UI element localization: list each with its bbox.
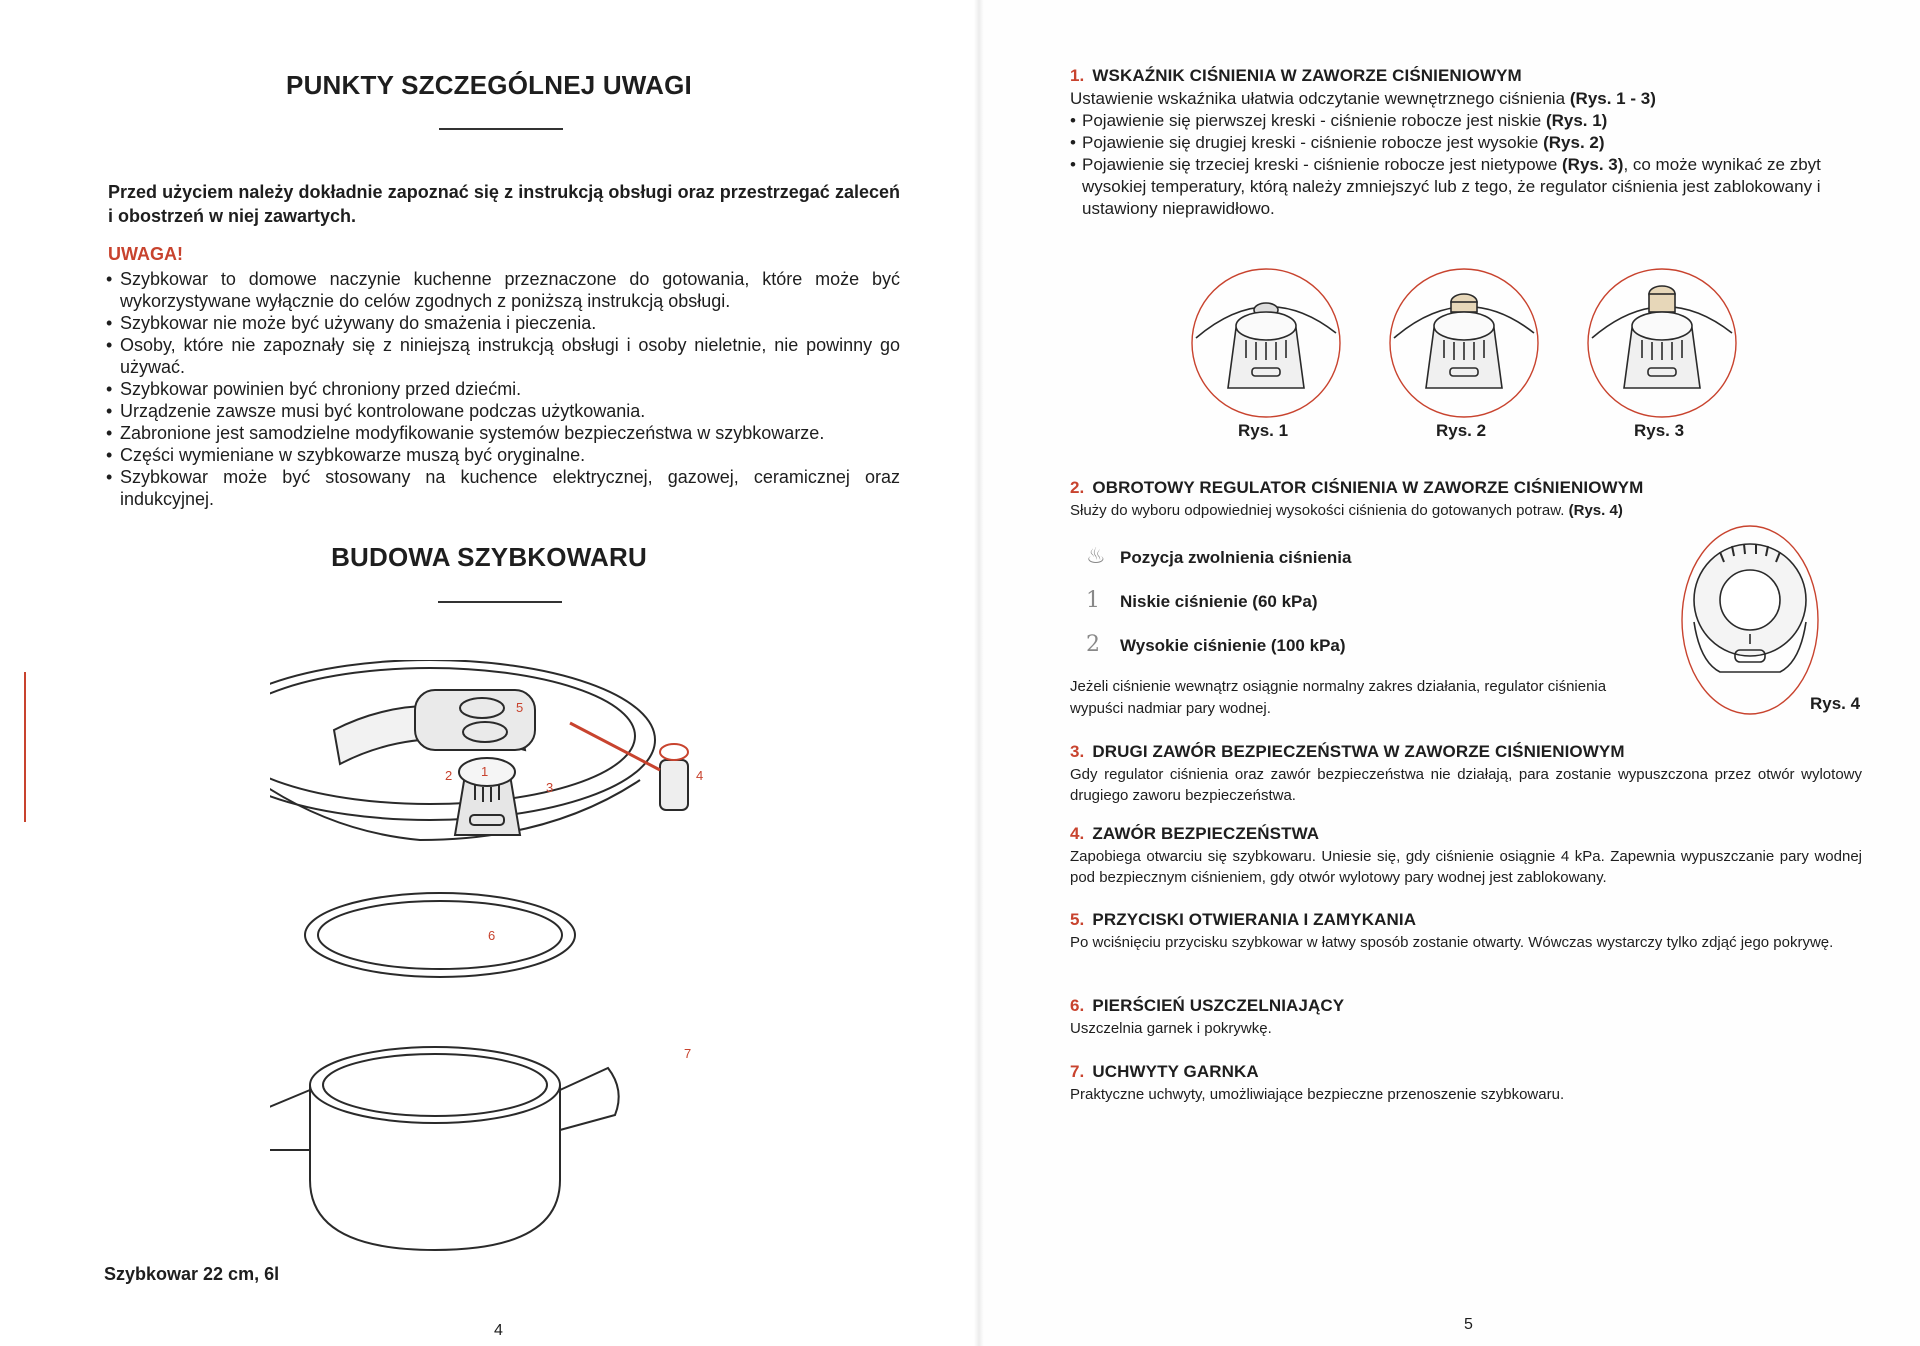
section-text: Po wciśnięciu przycisku szybkowar w łatwy sposób zostanie otwarty. Wówczas wystarczy tylko zdjąć jego pokrywę. <box>1070 934 1834 951</box>
list-item: • Osoby, które nie zapoznały się z niniejszą instrukcją obsługi i osoby nieletnie, nie powinny go używać. <box>106 334 900 378</box>
section-number: 4. <box>1070 824 1085 843</box>
page-number: 5 <box>1464 1316 1473 1333</box>
cooker-diagram <box>270 660 730 1260</box>
section-title: BUDOWA SZYBKOWARU <box>331 542 647 572</box>
indicator-figures <box>1186 268 1746 418</box>
figure-3-drawing <box>1588 269 1736 417</box>
section-heading: OBROTOWY REGULATOR CIŚNIENIA W ZAWORZE CIŚNIENIOWYM <box>1092 478 1644 497</box>
two-icon: 2 <box>1086 632 1100 657</box>
section-pressure-regulator <box>1070 478 1690 521</box>
pot-rim <box>310 1047 560 1123</box>
figure-label: Rys. 2 <box>1436 421 1487 440</box>
regulator-note: Jeżeli ciśnienie wewnątrz osiągnie normalny zakres działania, regulator ciśnienia wypuści nadmiar pary wodnej. <box>1070 678 1607 717</box>
section-text: Ustawienie wskaźnika ułatwia odczytanie wewnętrznego ciśnienia <box>1070 89 1566 108</box>
section-heading: DRUGI ZAWÓR BEZPIECZEŃSTWA W ZAWORZE CIŚNIENIOWYM <box>1092 742 1625 761</box>
position-release: ♨ Pozycja zwolnienia ciśnienia <box>1086 544 1352 569</box>
margin-mark <box>24 672 26 822</box>
part-label: 1 <box>481 764 489 779</box>
page-number: 4 <box>494 1322 503 1339</box>
figure-1-drawing <box>1192 269 1340 417</box>
section-text: Uszczelnia garnek i pokrywkę. <box>1070 1020 1272 1037</box>
section-number: 3. <box>1070 742 1085 761</box>
one-icon: 1 <box>1086 588 1100 613</box>
list-item: • Szybkowar nie może być używany do smażenia i pieczenia. <box>106 312 900 334</box>
list-item: • Urządzenie zawsze musi być kontrolowane podczas użytkowania. <box>106 400 900 422</box>
figure-caption: Szybkowar 22 cm, 6l <box>104 1264 280 1284</box>
part-label: 3 <box>546 780 554 795</box>
section-heading: PRZYCISKI OTWIERANIA I ZAMYKANIA <box>1092 910 1417 929</box>
warning-list <box>106 268 900 510</box>
intro-text: Przed użyciem należy dokładnie zapoznać się z instrukcją obsługi oraz przestrzegać zaleceń i obostrzeń w niej zawartych. <box>108 182 900 226</box>
list-item: • Szybkowar to domowe naczynie kuchenne przeznaczone do gotowania, które może być wykorzystywane wyłącznie do celów zgodnych z poniższą instrukcją obsługi. <box>106 268 900 312</box>
figure-label: Rys. 1 <box>1238 421 1289 440</box>
section-text: Praktyczne uchwyty, umożliwiające bezpieczne przenoszenie szybkowaru. <box>1070 1086 1565 1103</box>
section-safety-valve <box>1070 824 1862 888</box>
page-fold <box>974 0 984 1346</box>
section-second-valve <box>1070 742 1862 806</box>
position-low: 1 Niskie ciśnienie (60 kPa) <box>1086 588 1318 613</box>
section-buttons <box>1070 910 1862 953</box>
figure-label: Rys. 3 <box>1634 421 1685 440</box>
part-label: 5 <box>516 700 524 715</box>
list-item: • Części wymieniane w szybkowarze muszą być oryginalne. <box>106 444 900 466</box>
section-number: 7. <box>1070 1062 1085 1081</box>
pot-handle-left <box>270 1090 310 1150</box>
sealing-ring <box>305 893 575 977</box>
pot-body <box>310 1085 560 1250</box>
warning-label: UWAGA! <box>108 244 183 264</box>
section-heading: PIERŚCIEŃ USZCZELNIAJĄCY <box>1092 996 1345 1015</box>
section-number: 5. <box>1070 910 1085 929</box>
part-label: 6 <box>488 928 496 943</box>
list-item: • Zabronione jest samodzielne modyfikowanie systemów bezpieczeństwa w szybkowarze. <box>106 422 900 444</box>
title-rule <box>439 128 563 130</box>
section-text: Służy do wyboru odpowiedniej wysokości ciśnienia do gotowanych potraw. <box>1070 502 1565 519</box>
figure-label: Rys. 4 <box>1810 694 1861 713</box>
section-heading: ZAWÓR BEZPIECZEŃSTWA <box>1092 824 1320 843</box>
safety-valve <box>660 760 688 810</box>
list-item: • Pojawienie się drugiej kreski - ciśnienie robocze jest wysokie (Rys. 2) <box>1070 132 1862 154</box>
section-text: Gdy regulator ciśnienia oraz zawór bezpieczeństwa nie działają, para zostanie wypuszczona przez otwór wylotowy drugiego zaworu bezpieczeństwa. <box>1070 766 1862 804</box>
figure-ref: (Rys. 1 - 3) <box>1569 89 1656 108</box>
section-sealing-ring <box>1070 996 1862 1039</box>
list-item: • Pojawienie się trzeciej kreski - ciśnienie robocze jest nietypowe (Rys. 3), co może wynikać ze zbyt wysokiej temperatury, którą należy zmniejszyć lub z tego, że regulator ciśnienia jest zablokowany i ustawiony nieprawidłowo. <box>1070 154 1862 220</box>
regulator-figure <box>1680 522 1820 716</box>
section-text: Zapobiega otwarciu się szybkowaru. Uniesie się, gdy ciśnienie osiągnie 4 kPa. Zapewnia wypuszczanie pary wodnej pod bezpiecznym ciśnieniem, gdy otwór wylotowy pary wodnej jest zablokowany. <box>1070 848 1862 886</box>
part-label: 7 <box>684 1046 692 1061</box>
figure-ref: (Rys. 4) <box>1568 502 1623 519</box>
part-label: 2 <box>445 768 453 783</box>
position-high: 2 Wysokie ciśnienie (100 kPa) <box>1086 632 1346 657</box>
part-label: 4 <box>696 768 704 783</box>
section-heading: WSKAŹNIK CIŚNIENIA W ZAWORZE CIŚNIENIOWYM <box>1092 66 1522 85</box>
list-item: • Szybkowar powinien być chroniony przed dziećmi. <box>106 378 900 400</box>
section-number: 2. <box>1070 478 1085 497</box>
steam-icon: ♨ <box>1086 544 1106 569</box>
list-item: • Pojawienie się pierwszej kreski - ciśnienie robocze jest niskie (Rys. 1) <box>1070 110 1862 132</box>
section-number: 1. <box>1070 66 1085 85</box>
subtitle-rule <box>438 601 562 603</box>
section-heading: UCHWYTY GARNKA <box>1092 1062 1259 1081</box>
section-pressure-indicator <box>1070 66 1862 220</box>
list-item: • Szybkowar może być stosowany na kuchence elektrycznej, gazowej, ceramicznej oraz indukcyjnej. <box>106 466 900 510</box>
page-title: PUNKTY SZCZEGÓLNEJ UWAGI <box>286 70 692 100</box>
section-number: 6. <box>1070 996 1085 1015</box>
pot-handle-right <box>560 1068 619 1130</box>
figure-2-drawing <box>1390 269 1538 417</box>
section-handles <box>1070 1062 1862 1105</box>
